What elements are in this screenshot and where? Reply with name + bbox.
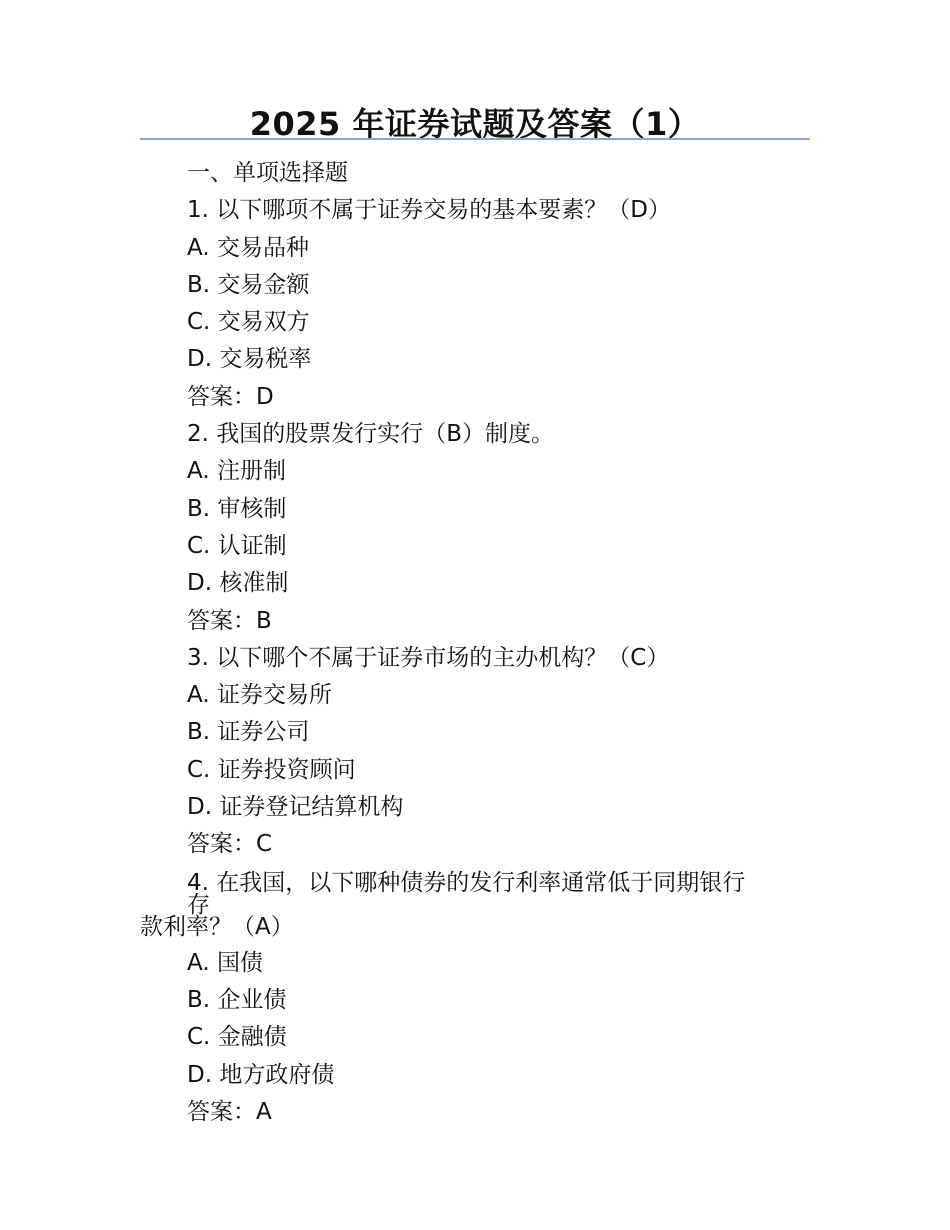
option: C. 金融债 [187, 1024, 287, 1051]
question-stem: 3. 以下哪个不属于证券市场的主办机构？（C） [187, 644, 670, 671]
option: B. 审核制 [187, 495, 287, 522]
option: D. 地方政府债 [187, 1061, 335, 1088]
section-heading: 一、单项选择题 [187, 160, 348, 186]
document-body [140, 155, 812, 1131]
option: A. 国债 [187, 949, 263, 976]
option: C. 认证制 [187, 532, 287, 559]
question-stem: 1. 以下哪项不属于证券交易的基本要素？（D） [187, 197, 671, 224]
option: B. 交易金额 [187, 271, 310, 298]
option: C. 证券投资顾问 [187, 756, 356, 783]
answer: 答案：C [187, 831, 273, 858]
question-stem [140, 864, 765, 945]
answer: 答案：D [187, 383, 274, 410]
option: D. 核准制 [187, 570, 289, 597]
option: B. 企业债 [187, 986, 287, 1013]
option: D. 交易税率 [187, 346, 312, 373]
question-stem-line: 款利率？（A） [140, 913, 294, 940]
option: A. 证券交易所 [187, 682, 332, 709]
option: D. 证券登记结算机构 [187, 794, 404, 821]
document-title: 2025 年证券试题及答案（1） [249, 105, 701, 143]
title-underline [140, 138, 810, 140]
option: C. 交易双方 [187, 309, 310, 336]
answer: 答案：A [187, 1098, 272, 1125]
question-stem-line: 4. 在我国，以下哪种债券的发行利率通常低于同期银行存 [187, 869, 746, 918]
option: B. 证券公司 [187, 719, 310, 746]
option: A. 交易品种 [187, 234, 309, 261]
question-stem: 2. 我国的股票发行实行（B）制度。 [187, 421, 555, 448]
option: A. 注册制 [187, 458, 286, 485]
answer: 答案：B [187, 607, 272, 634]
